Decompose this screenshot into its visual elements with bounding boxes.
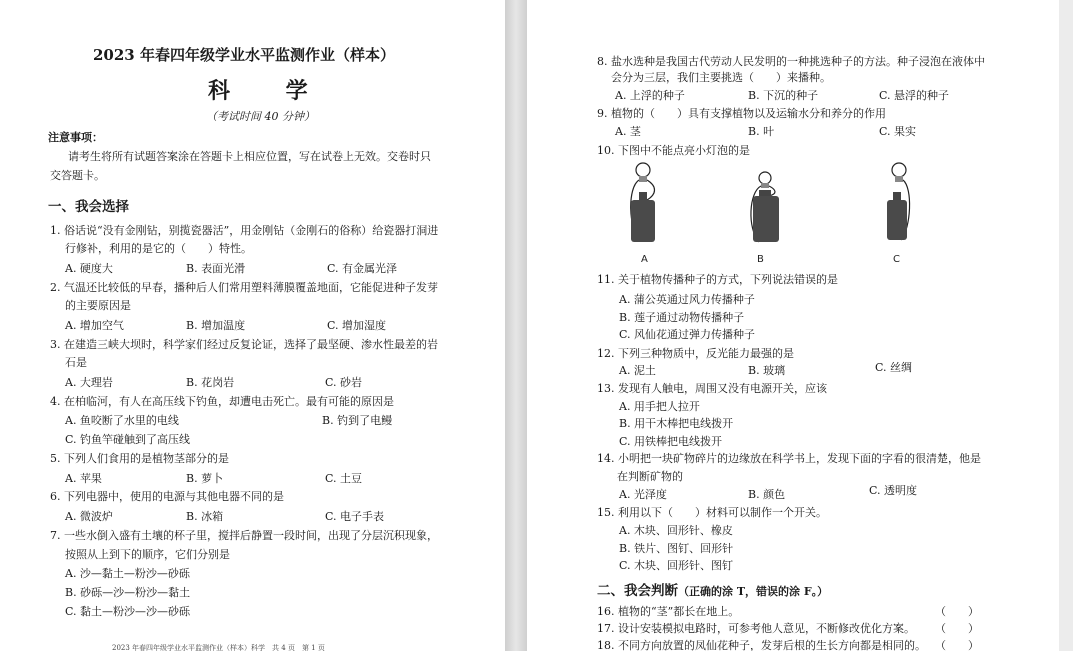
notice-text: 请考生将所有试题答案涂在答题卡上相应位置，写在试卷上无效。交卷时只 [68, 150, 431, 163]
scrollbar[interactable] [1059, 0, 1073, 651]
question-text: 会分为三层，我们主要挑选（ ）来播种。 [611, 71, 831, 84]
option-c: C. 果实 [879, 125, 917, 138]
option-b: B. 下沉的种子 [748, 89, 819, 102]
page-gap [505, 0, 527, 651]
question-text: 9. 植物的（ ）具有支撑植物以及运输水分和养分的作用 [597, 107, 886, 120]
option-a: A. 增加空气 [65, 319, 124, 332]
option-c: C. 有金属光泽 [327, 262, 398, 275]
option-c: C. 电子手表 [325, 510, 385, 523]
option-a: A. 茎 [615, 125, 641, 138]
option-a: A. 沙—黏土—粉沙—砂砾 [65, 567, 190, 580]
option-b: B. 铁片、图钉、回形针 [619, 542, 734, 555]
question-text: 在判断矿物的 [617, 470, 683, 483]
option-b: B. 玻璃 [748, 364, 786, 377]
option-a: A. 木块、回形针、橡皮 [619, 524, 733, 537]
option-a: A. 蒲公英通过风力传播种子 [619, 293, 755, 306]
section-heading: 一、我会选择 [48, 199, 129, 215]
option-b: B. 颜色 [748, 488, 786, 501]
judge-answer-paren: （ ） [935, 639, 979, 651]
option-a: A. 苹果 [65, 472, 102, 485]
option-a: A. 泥土 [619, 364, 656, 377]
question-text: 11. 关于植物传播种子的方式，下列说法错误的是 [597, 273, 838, 286]
option-a: A. 硬度大 [65, 262, 113, 275]
question-text: 石是 [65, 356, 87, 369]
bulb-circuit-b [751, 172, 779, 265]
question-text: 的主要原因是 [65, 299, 131, 312]
option-c: C. 风仙花通过弹力传播种子 [619, 328, 756, 341]
section-heading [597, 579, 828, 599]
question-text: 14. 小明把一块矿物碎片的边缘放在科学书上，发现下面的字看的很清楚，他是 [597, 452, 981, 465]
bulb-circuit-a [631, 163, 655, 265]
option-c: C. 黏土—粉沙—沙—砂砾 [65, 605, 191, 618]
question-text: 按照从上到下的顺序，它们分别是 [65, 548, 230, 561]
question-text: 13. 发现有人触电，周围又没有电源开关，应该 [597, 382, 827, 395]
option-b: B. 萝卜 [186, 472, 224, 485]
option-a: A. 用手把人拉开 [619, 400, 700, 413]
option-c: C. 丝绸 [875, 361, 913, 374]
option-b: B. 冰箱 [186, 510, 224, 523]
question-text: 2. 气温还比较低的早春，播种后人们常用塑料薄膜覆盖地面，它能促进种子发芽 [50, 281, 438, 294]
question-text: 10. 下图中不能点亮小灯泡的是 [597, 144, 750, 157]
exam-page-1 [0, 0, 505, 651]
option-c: C. 土豆 [325, 472, 363, 485]
question-text: 6. 下列电器中，使用的电源与其他电器不同的是 [50, 490, 284, 503]
exam-time: （考试时间 40 分钟） [206, 110, 315, 123]
question-text: 1. 俗话说“没有金刚钻，别揽瓷器活”，用金刚钻（金刚石的俗称）给瓷器打洞进 [50, 224, 439, 237]
judge-answer-paren: （ ） [935, 605, 979, 618]
option-b: B. 叶 [748, 125, 775, 138]
question-text: 8. 盐水选种是我国古代劳动人民发明的一种挑选种子的方法。种子浸泡在液体中 [597, 55, 985, 68]
option-c: C. 用铁棒把电线拨开 [619, 435, 723, 448]
judge-statement: 16. 植物的“茎”都长在地上。 [597, 605, 740, 618]
section-note: （正确的涂 T，错误的涂 F。） [678, 585, 829, 598]
section-title: 二、我会判断 [597, 583, 678, 599]
option-b: B. 莲子通过动物传播种子 [619, 311, 745, 324]
option-c: C. 透明度 [869, 484, 918, 497]
question-text: 7. 一些水倒入盛有土壤的杯子里，搅拌后静置一段时间，出现了分层沉积现象， [50, 529, 438, 542]
option-a: A. 大理岩 [65, 376, 113, 389]
question-text: 行修补，利用的是它的（ ）特性。 [65, 242, 252, 255]
option-b: B. 增加温度 [186, 319, 246, 332]
option-a: A. 微波炉 [65, 510, 113, 523]
judge-statement: 17. 设计安装模拟电路时，可参考他人意见，不断修改优化方案。 [597, 622, 915, 635]
judge-answer-paren: （ ） [935, 622, 979, 635]
option-b: B. 用干木棒把电线拨开 [619, 417, 734, 430]
option-c: C. 增加湿度 [327, 319, 387, 332]
option-c: C. 木块、回形针、图钉 [619, 559, 734, 572]
question-text: 12. 下列三种物质中，反光能力最强的是 [597, 347, 794, 360]
notice-text: 交答题卡。 [50, 169, 105, 182]
question-text: 5. 下列人们食用的是植物茎部分的是 [50, 452, 229, 465]
exam-title: 2023 年春四年级学业水平监测作业（样本） [93, 46, 395, 64]
page-footer: 2023 年春四年级学业水平监测作业（样本）科学 共 4 页 第 1 页 [112, 644, 325, 651]
label-b: B [757, 254, 764, 265]
judge-statement: 18. 不同方向放置的凤仙花种子，发芽后根的生长方向都是相同的。 [597, 639, 926, 651]
option-a: A. 上浮的种子 [615, 89, 685, 102]
subject-title: 科 学 [208, 78, 332, 104]
label-a: A [641, 254, 648, 265]
question-text: 15. 利用以下（ ）材料可以制作一个开关。 [597, 506, 827, 519]
notice-label: 注意事项： [48, 131, 103, 144]
bulb-circuit-c [887, 163, 910, 265]
option-b: B. 钓到了电鳗 [322, 414, 393, 427]
option-b: B. 表面光滑 [186, 262, 246, 275]
label-c: C [893, 254, 900, 265]
option-a: A. 鱼咬断了水里的电线 [65, 414, 179, 427]
option-c: C. 悬浮的种子 [879, 89, 950, 102]
question-text: 3. 在建造三峡大坝时，科学家们经过反复论证，选择了最坚硬、渗水性最差的岩 [50, 338, 438, 351]
option-b: B. 砂砾—沙—粉沙—黏土 [65, 586, 191, 599]
circuit-figure [617, 158, 917, 268]
exam-page-2 [527, 0, 1059, 651]
option-c: C. 砂岩 [325, 376, 363, 389]
option-a: A. 光泽度 [619, 488, 667, 501]
option-b: B. 花岗岩 [186, 376, 235, 389]
option-c: C. 钓鱼竿碰触到了高压线 [65, 433, 191, 446]
question-text: 4. 在柏临河，有人在高压线下钓鱼，却遭电击死亡。最有可能的原因是 [50, 395, 394, 408]
